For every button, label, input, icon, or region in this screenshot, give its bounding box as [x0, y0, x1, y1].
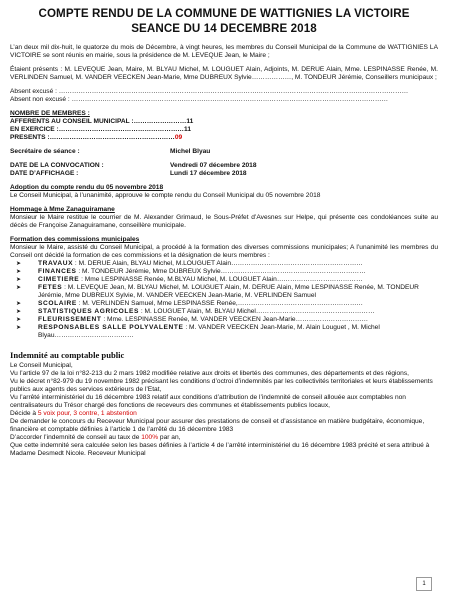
adoption-text: Le Conseil Municipal, à l’unanimité, approuve le compte rendu du Conseil Municipal du 05 novembre 2018	[10, 192, 321, 199]
list-item: ➤ RESPONSABLES SALLE POLYVALENTE : M. VANDER VEECKEN Jean-Marie, M. Alain Louguet , M. Michel Blyau………………………………	[16, 324, 380, 339]
indemnite-line: Vu le décret n°82-979 du 19 novembre 1982 précisant les conditions d’octroi d’indemnités par les collectivités territoriales et leurs établissements publics aux agents des services extérieurs de l’Etat,	[10, 378, 433, 393]
indemnite-taux: D’accorder l’indemnité de conseil au taux de 100% par an,	[10, 434, 181, 441]
indemnite-line: Vu l’arrêté interministériel du 16 décembre 1983 relatif aux conditions d’attribution de l’indemnité de conseil allouée aux comptables non centralisateurs du Trésor chargé des fonctions de receveurs des communes et établissements publics locaux,	[10, 394, 406, 409]
secretary-value: Michel Blyau	[170, 148, 211, 155]
affichage-row	[10, 170, 438, 178]
document-page	[10, 6, 438, 458]
arrow-bullet-icon: ➤	[16, 269, 22, 275]
presents-dots: …………………………………………………	[49, 134, 175, 141]
indemnite-last: Que cette indemnité sera calculée selon les bases définies à l’article 4 de l’arrêté interministériel du 16 décembre 1983 précité et sera attribué à Madame Desmedt Nicole. Receveur Municipal	[10, 442, 430, 457]
absent-excuse: Absent excusé : ……………………………………………………………………………………………………………………………………………	[10, 88, 409, 95]
indemnite-line: Le Conseil Municipal,	[10, 362, 73, 369]
secretary-row	[10, 148, 438, 156]
indemnite-heading: Indemnité au comptable public	[10, 350, 125, 360]
list-item: ➤ CIMETIERE : Mme LESPINASSE Renée, M.BLYAU Michel, M. LOUGUET Alain…………………………………	[16, 276, 363, 283]
absent-non-excuse: Absent non excusé : ………………………………………………………………………………………………………………………………	[10, 96, 389, 103]
list-item: ➤ FLEURISSEMENT : Mme. LESPINASSE Renée, M. VANDER VEECKEN Jean-Marie……………………………	[16, 316, 369, 323]
members-exercice	[10, 126, 438, 134]
exercice-label: EN EXERCICE :	[10, 126, 59, 133]
arrow-bullet-icon: ➤	[16, 317, 22, 323]
secretary-label: Secrétaire de séance :	[10, 148, 80, 155]
commissions-list	[10, 260, 438, 340]
presents-label: PRESENTS :	[10, 134, 50, 141]
vote-result: 5 voix pour, 3 contre, 1 abstention	[37, 410, 137, 417]
indemnite-line: Vu l’article 97 de la loi n°82-213 du 2 mars 1982 modifiée relative aux droits et libertés des communes, des départements et des régions,	[10, 370, 409, 377]
arrow-bullet-icon: ➤	[16, 261, 22, 267]
adoption-heading: Adoption du compte rendu du 05 novembre 2018	[10, 184, 164, 191]
arrow-bullet-icon: ➤	[16, 285, 22, 291]
convocation-value: Vendredi 07 décembre 2018	[170, 162, 257, 169]
members-afferents	[10, 118, 438, 126]
members-block	[10, 110, 438, 142]
page-subtitle: SEANCE DU 14 DECEMBRE 2018	[131, 22, 317, 35]
afferents-value: ……………………11	[133, 118, 194, 125]
arrow-bullet-icon: ➤	[16, 325, 22, 331]
convocation-row	[10, 162, 438, 170]
arrow-bullet-icon: ➤	[16, 277, 22, 283]
intro-paragraph: L’an deux mil dix-huit, le quatorze du mois de Décembre, à vingt heures, les membres du Conseil Municipal de la Commune de WATTIGNIES LA VICTOIRE se sont réunis en mairie, sous la présidence de M. LEVEQUE Jean, le Maire ;	[10, 44, 438, 59]
taux-value: 100%	[141, 434, 159, 441]
list-item: ➤ FETES : M. LEVEQUE Jean, M. BLYAU Michel, M. LOUGUET Alain, M. DERUE Alain, Mme LESPINASSE Renée, M. TONDEUR Jérémie, Mme DUBREUX Sylvie, M. VANDER VEECKEN Jean-Marie, M. VERLINDEN Samuel	[16, 284, 419, 299]
presents-paragraph: Étaient présents : M. LEVEQUE Jean, Maire, M. BLYAU Michel, M. LOUGUET Alain, Adjoints, M. DERUE Alain, Mme. LESPINASSE Renée, M. VERLINDEN Samuel, M. VANDER VEECKEN Jean-Marie, Mme DUBREUX Sylvie………………, M. TONDEUR Jérémie, Conseillers municipaux ;	[10, 66, 438, 81]
list-item: ➤ SCOLAIRE : M. VERLINDEN Samuel, Mme LESPINASSE Renée,…………………………………………………	[16, 300, 364, 307]
afferents-label: AFFERENTS AU CONSEIL MUNICIPAL :	[10, 118, 134, 125]
commissions-heading: Formation des commissions municipales	[10, 236, 140, 243]
page-title: COMPTE RENDU DE LA COMMUNE DE WATTIGNIES LA VICTOIRE	[38, 7, 410, 20]
members-title: NOMBRE DE MEMBRES :	[10, 110, 90, 117]
hommage-heading: Hommage à Mme Zanaguiramane	[10, 206, 115, 213]
list-item: ➤ FINANCES : M. TONDEUR Jérémie, Mme DUBREUX Sylvie…………………………………………………………	[16, 268, 366, 275]
commissions-text: Monsieur le Maire, assisté du Conseil Municipal, a procédé à la formation des diverses commissions municipales; A l’unanimité les membres du Conseil ont décidé la formation de ces commissions et la désignation de leurs membres :	[10, 244, 438, 259]
members-presents	[10, 134, 438, 142]
presents-value: 09	[174, 134, 183, 141]
hommage-text: Monsieur le Maire restitue le courrier de M. Alexander Grimaud, le Sous-Préfet d’Avesnes sur Helpe, qui présente ces condoléances suite au décès de Françoise Zanaguiramane, conseillère municipale.	[10, 214, 438, 229]
indemnite-vote: Décide à 5 voix pour, 3 contre, 1 abstention	[10, 410, 137, 417]
list-item: ➤ TRAVAUX : M. DERUE Alain, BLYAU Michel, M.LOUGUET Alain……………………………………………………	[16, 260, 363, 267]
convocation-label: DATE DE LA CONVOCATION :	[10, 162, 104, 169]
indemnite-line: De demander le concours du Receveur Municipal pour assurer des prestations de conseil et d’assistance en matière budgétaire, économique, financière et comptable définies à l’article 1 de l’arrêté du 16 décembre 1983	[10, 418, 425, 433]
arrow-bullet-icon: ➤	[16, 309, 22, 315]
arrow-bullet-icon: ➤	[16, 301, 22, 307]
list-item: ➤ STATISTIQUES AGRICOLES : M. LOUGUET Alain, M. BLYAU Michel………………………………………………	[16, 308, 375, 315]
exercice-value: …………………………………………………11	[58, 126, 191, 133]
affichage-value: Lundi 17 décembre 2018	[170, 170, 247, 177]
page-number: 1	[416, 577, 432, 591]
affichage-label: DATE D’AFFICHAGE :	[10, 170, 79, 177]
